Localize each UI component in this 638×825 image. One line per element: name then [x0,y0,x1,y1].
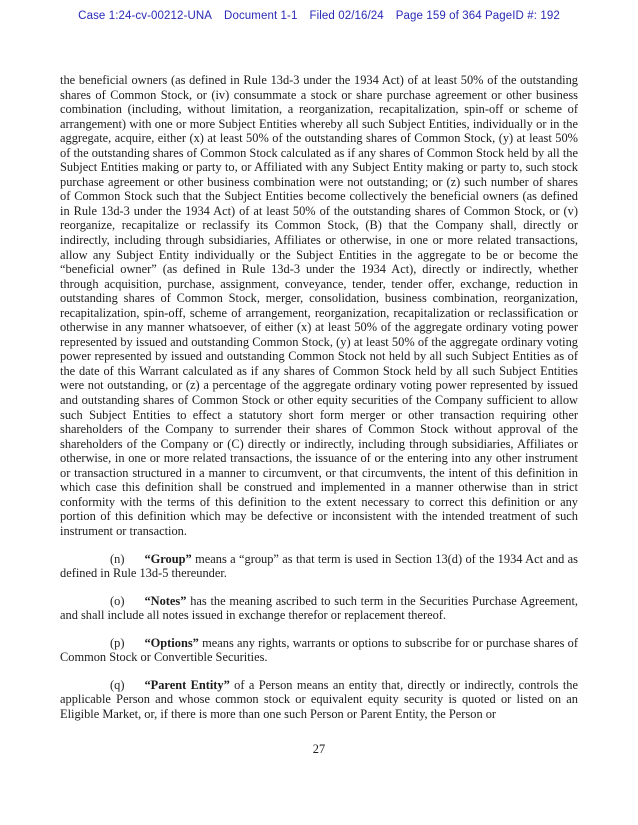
body-text [60,73,578,721]
defined-term: “Options” [144,635,199,650]
stamp-filed-date: Filed 02/16/24 [309,10,384,22]
definition-text: has the meaning ascribed to such term in the Securities Purchase Agreement, and shall include all notes issued in exchange therefor or replacement thereof. [60,593,578,623]
definition-label: (q) [110,677,125,692]
defined-term: “Parent Entity” [144,677,230,692]
definition-label: (n) [110,551,125,566]
continuation-paragraph: the beneficial owners (as defined in Rule 13d-3 under the 1934 Act) of at least 50% of the outstanding shares of Common Stock, or (iv) consummate a stock or share purchase agreement or other business combination (including, without limitation, a reorganization, recapitalization, spin-off or scheme of arrangement) with one or more Subject Entities whereby all such Subject Entities, individually or in the aggregate, acquire, either (x) at least 50% of the outstanding shares of Common Stock, (y) at least 50% of the outstanding shares of Common Stock calculated as if any shares of Common Stock held by all the Subject Entities making or party to, or Affiliated with any Subject Entity making or party to, such stock purchase agreement or other business combination were not outstanding; or (z) such number of shares of Common Stock such that the Subject Entities become collectively the beneficial owners (as defined in Rule 13d-3 under the 1934 Act) of at least 50% of the outstanding shares of Common Stock, or (v) reorganize, recapitalize or reclassify its Common Stock, (B) that the Company shall, directly or indirectly, including through subsidiaries, Affiliates or otherwise, in one or more related transactions, allow any Subject Entity individually or the Subject Entities in the aggregate to be or become the “beneficial owner” (as defined in Rule 13d-3 under the 1934 Act), directly or indirectly, whether through acquisition, purchase, assignment, conveyance, tender, tender offer, exchange, reduction in outstanding shares of Common Stock, merger, consolidation, business combination, reorganization, recapitalization, spin-off, scheme of arrangement, reorganization, recapitalization or reclassification or otherwise in any manner whatsoever, of either (x) at least 50% of the aggregate ordinary voting power represented by issued and outstanding Common Stock, (y) at least 50% of the aggregate ordinary voting power represented by issued and outstanding Common Stock not held by all such Subject Entities as of the date of this Warrant calculated as if any shares of Common Stock held by all such Subject Entities were not outstanding, or (z) a percentage of the aggregate ordinary voting power represented by issued and outstanding shares of Common Stock or other equity securities of the Company sufficient to allow such Subject Entities to effect a statutory short form merger or other transaction requiring other shareholders of the Company to surrender their shares of Common Stock without approval of the shareholders of the Company or (C) directly or indirectly, including through subsidiaries, Affiliates or otherwise, in one or more related transactions, the issuance of or the entering into any other instrument or transaction structured in a manner to circumvent, or that circumvents, the intent of this definition in which case this definition shall be construed and implemented in a manner otherwise than in strict conformity with the terms of this definition to the extent necessary to correct this definition or any portion of this definition which may be defective or inconsistent with the intended treatment of such instrument or transaction. [60,73,578,538]
stamp-document-number: Document 1-1 [224,10,298,22]
defined-term: “Group” [144,551,192,566]
definition-paragraph-notes [60,594,578,623]
definition-paragraph-group [60,552,578,581]
definition-paragraph-parent-entity [60,678,578,722]
defined-term: “Notes” [144,593,187,608]
definition-text: of a Person means an entity that, directly or indirectly, controls the applicable Person and whose common stock or equivalent equity security is quoted or listed on an Eligible Market, or, if there is more than one such Person or Parent Entity, the Person or [60,677,578,721]
definition-text: means a “group” as that term is used in Section 13(d) of the 1934 Act and as defined in Rule 13d-5 thereunder. [60,551,578,581]
definition-paragraph-options [60,636,578,665]
stamp-page-info: Page 159 of 364 PageID #: 192 [395,10,560,22]
page-number: 27 [312,742,326,756]
definition-label: (p) [110,635,125,650]
case-stamp-header [0,10,638,22]
definition-label: (o) [110,593,125,608]
definition-text: means any rights, warrants or options to subscribe for or purchase shares of Common Stock or Convertible Securities. [60,635,578,665]
stamp-case-number: Case 1:24-cv-00212-UNA [78,10,213,22]
